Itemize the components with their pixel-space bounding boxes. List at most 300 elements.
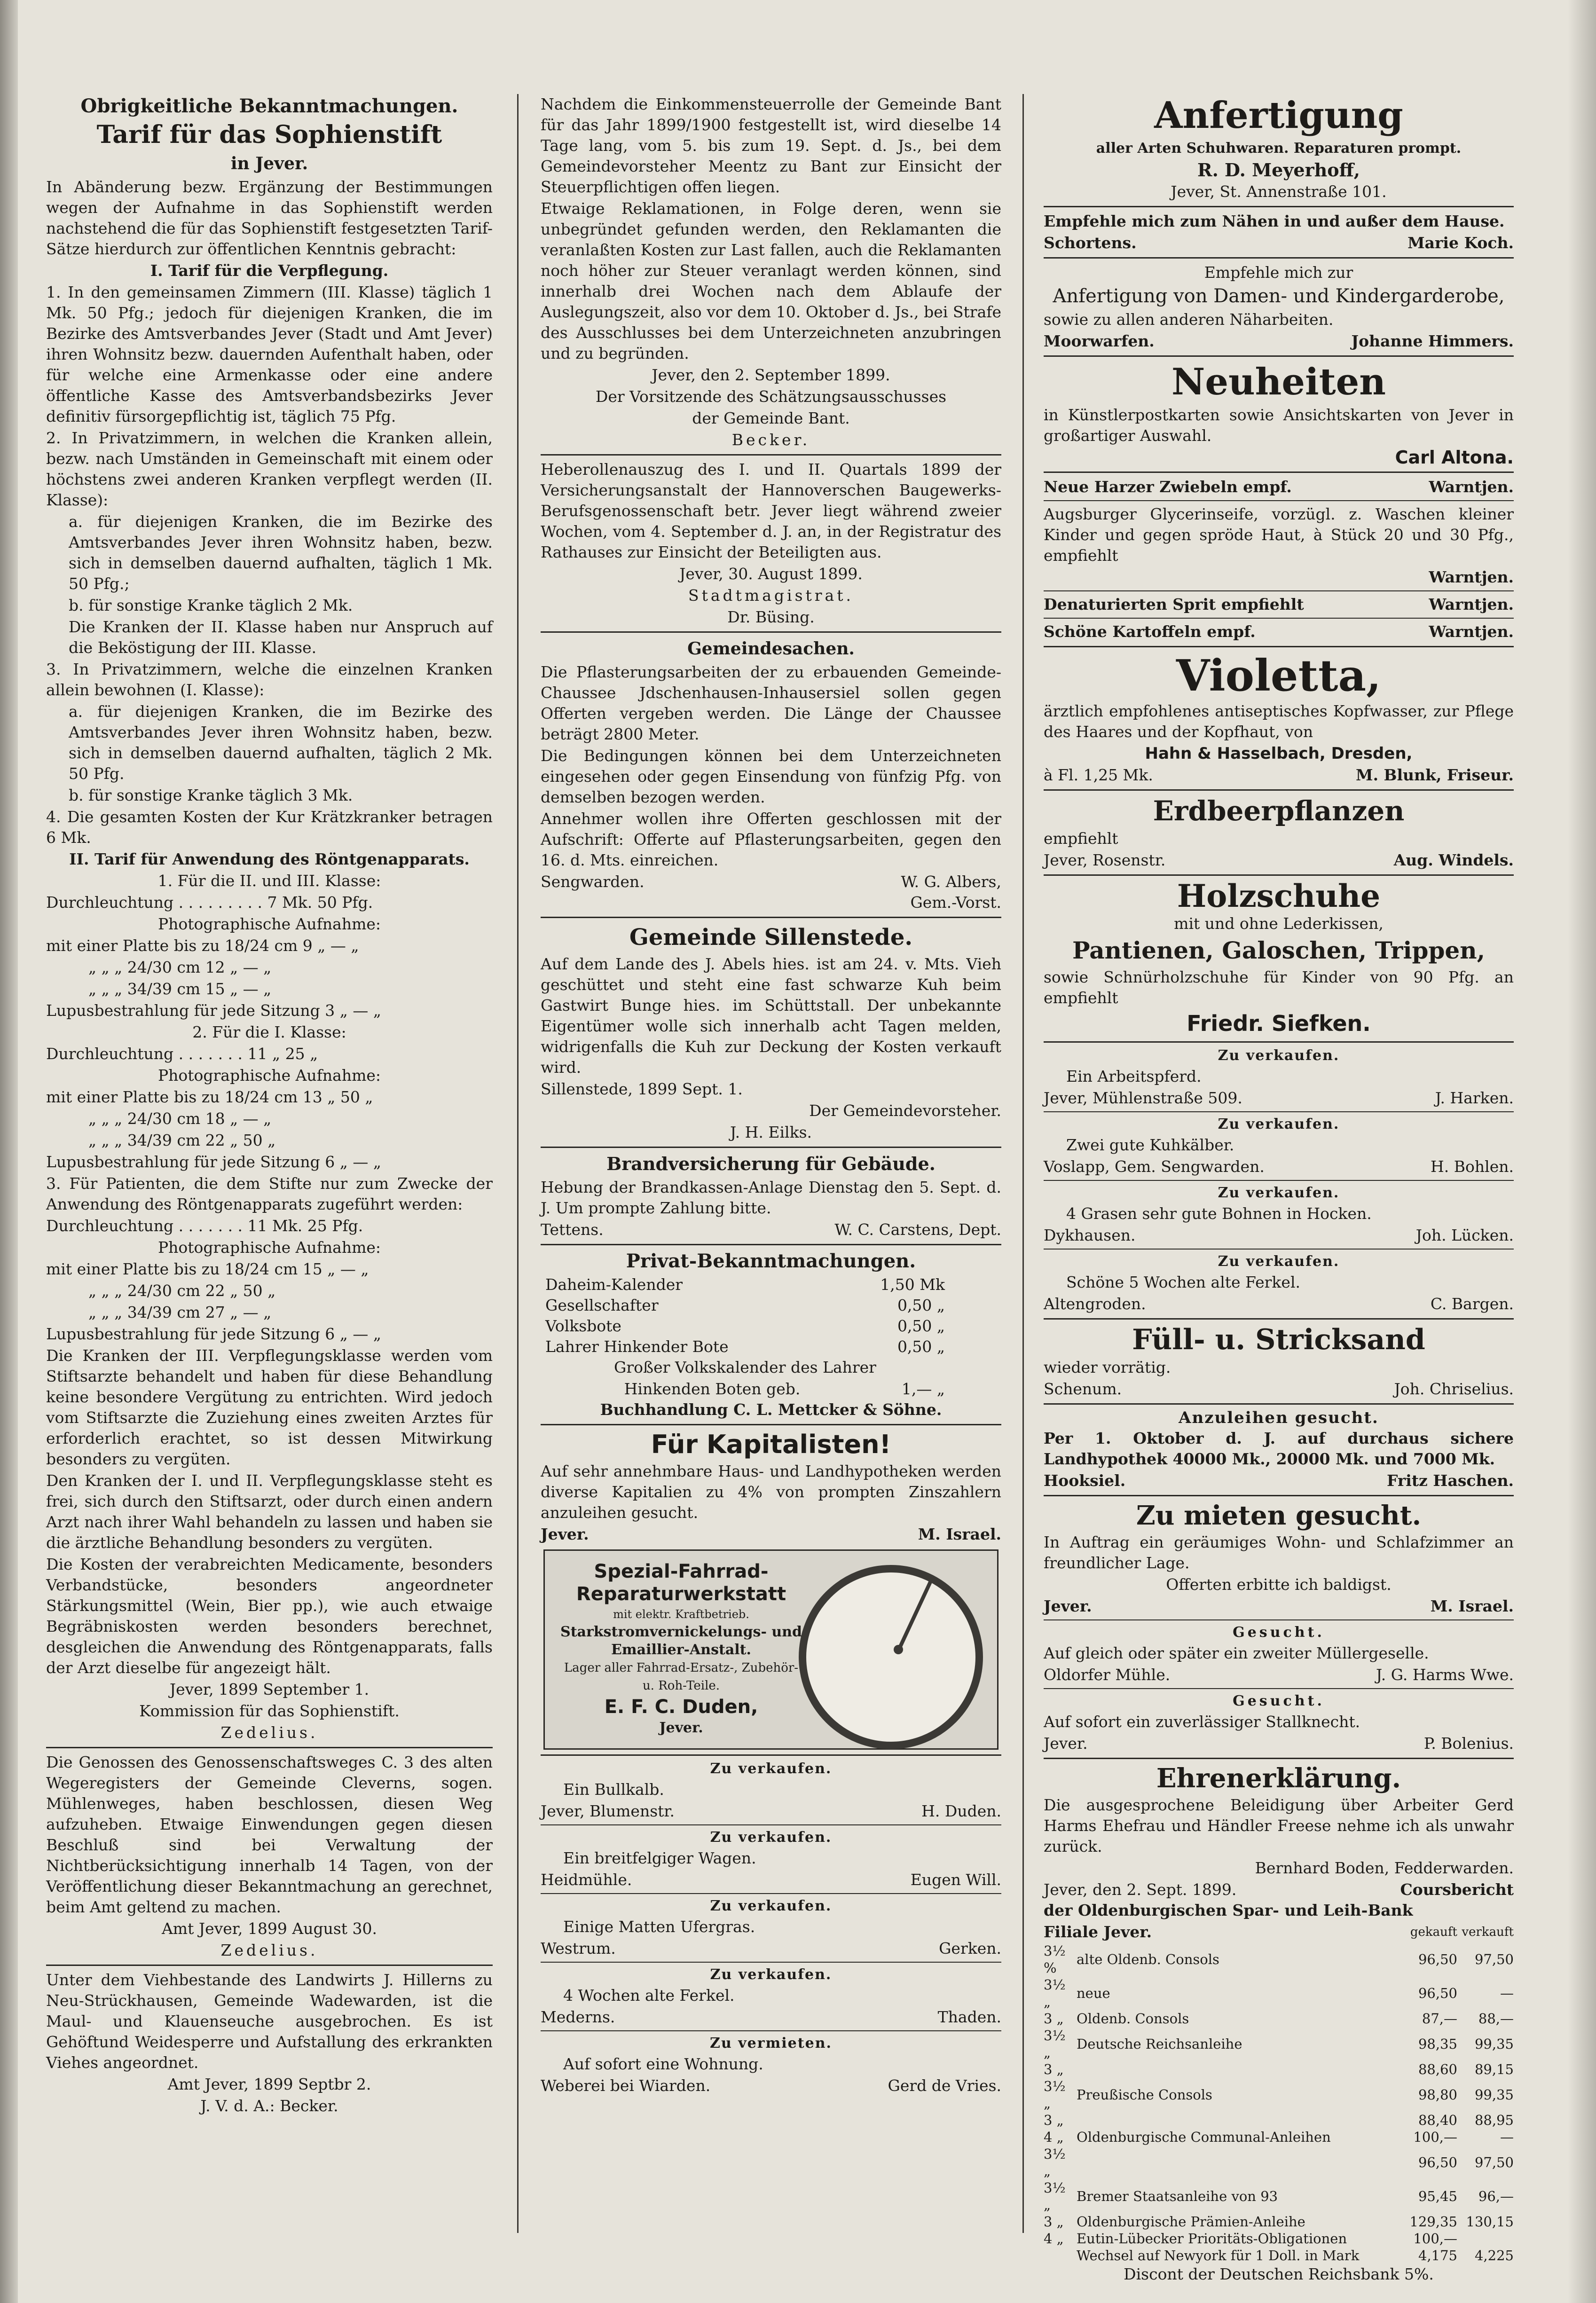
column-rule: [1022, 94, 1024, 2233]
divider: [541, 1962, 1001, 1963]
price-label: Großer Volkskalender des Lahrer: [614, 1358, 876, 1376]
price-row: [545, 1316, 945, 1336]
tarif-2-line: „ „ „ 24/30 cm 22 „ 50 „: [88, 1281, 276, 1300]
divider: [1044, 1180, 1514, 1181]
ad-signature: J. Harken.: [1435, 1089, 1514, 1107]
notice-text: Unter dem Viehbestande des Landwirts J. Hillerns zu Neu-Strückhausen, Gemeinde Wadewarden, ist die Maul- und Klauenseuche ausgebrochen. Es ist Gehöftund Weidesperre und Aufstallung des erkrankten Viehes angeordnet.: [46, 1971, 493, 2072]
price-label: Lahrer Hinkender Bote: [545, 1337, 729, 1356]
tarif-2-line: Durchleuchtung . . . . . . . 11 „ 25 „: [46, 1045, 318, 1063]
signature-row: [541, 2007, 1001, 2028]
exchange-security: Eutin-Lübecker Prioritäts-Obligationen: [1077, 2231, 1347, 2247]
ad-text: Starkstromvernickelungs- und Emaillier-Anstalt.: [560, 1624, 802, 1658]
exchange-row: [1044, 1976, 1514, 2010]
ad-text: Auf gleich oder später ein zweiter Müllergeselle.: [1044, 1644, 1429, 1662]
notice-text: Die Bedingungen können bei dem Unterzeichneten eingesehen oder gegen Einsendung von fünfzig Pfg. von demselben bezogen werden.: [541, 747, 1001, 806]
signature-row: [541, 1801, 1001, 1822]
ad-signature: Johanne Himmers.: [1351, 332, 1514, 350]
discount-rate: Discont der Deutschen Reichsbank 5%.: [1124, 2265, 1434, 2283]
signature-row: [1044, 1088, 1514, 1108]
ad-heading: Zu verkaufen.: [710, 1761, 832, 1777]
ad-signature: Bernhard Boden, Fedderwarden.: [1255, 1859, 1514, 1877]
exchange-rate: 3½ %: [1044, 1943, 1066, 1976]
exchange-security: [1077, 2112, 1401, 2129]
ad-title: Spezial-Fahrrad-: [594, 1561, 769, 1582]
notice-date: Amt Jever, 1899 Septbr 2.: [167, 2075, 371, 2093]
divider: [1044, 206, 1514, 207]
notice-date: Jever, den 2. September 1899.: [652, 366, 890, 384]
ad-heading: Erdbeerpflanzen: [1153, 795, 1405, 827]
divider: [1044, 1249, 1514, 1250]
tarif-1-item: 2. In Privatzimmern, in welchen die Kranken allein, bezw. nach Umständen in Gemeinschaft mit einem oder höchstens zwei anderen Kranken verpflegt werden (II. Klasse):: [46, 429, 493, 509]
ad-heading: Zu verkaufen.: [710, 1898, 832, 1914]
divider: [541, 1424, 1001, 1425]
notice-text: Auf dem Lande des J. Abels hies. ist am 24. v. Mts. Vieh geschüttet und steht eine fast schwarze Kuh beim Gastwirt Bunge hies. im Schüttstall. Der unbekannte Eigentümer wolle sich innerhalb acht Tagen melden, widrigenfalls die Kuh zur Deckung der Kosten verkauft wird.: [541, 955, 1001, 1077]
exchange-bought: 95,45: [1418, 2188, 1457, 2204]
ad-firm: Hahn & Hasselbach, Dresden,: [1145, 744, 1413, 763]
ad-text: Die ausgesprochene Beleidigung über Arbeiter Gerd Harms Ehefrau und Händler Freese nehme ich als unwahr zurück.: [1044, 1796, 1514, 1855]
exchange-bought: 4,175: [1418, 2248, 1457, 2264]
ad-signature: Warntjen.: [1429, 568, 1514, 586]
bookshop-name: Buchhandlung C. L. Mettcker & Söhne.: [600, 1400, 942, 1419]
exchange-security: Oldenburgische Prämien-Anleihe: [1077, 2214, 1305, 2230]
tarif-1-item: 3. In Privatzimmern, welche die einzelnen Kranken allein bewohnen (I. Klasse):: [46, 660, 493, 699]
ad-text: Per 1. Oktober d. J. auf durchaus sichere Landhypothek 40000 Mk., 20000 Mk. und 7000 Mk.: [1044, 1429, 1514, 1468]
ad-place: Jever.: [1044, 1597, 1092, 1615]
exchange-rate: 3½ „: [1044, 2180, 1066, 2213]
exchange-bank: der Oldenburgischen Spar- und Leih-Bank: [1044, 1901, 1413, 1919]
notice-text: Hebung der Brandkassen-Anlage Dienstag den 5. Sept. d. J. Um prompte Zahlung bitte.: [541, 1178, 1001, 1217]
price-label: Hinkenden Boten geb.: [624, 1380, 801, 1398]
notice-signature-title: Gem.-Vorst.: [910, 893, 1001, 912]
ad-text: Auf sofort eine Wohnung.: [563, 2055, 763, 2073]
exchange-rate: 3 „: [1044, 2061, 1064, 2077]
exchange-branch: Filiale Jever.: [1044, 1923, 1152, 1941]
tarif-date: Jever, 1899 September 1.: [169, 1680, 370, 1698]
exchange-security: [1077, 2061, 1401, 2078]
exchange-bought: 100,—: [1413, 2129, 1457, 2145]
bicycle-wheel-illustration: [799, 1565, 983, 1749]
divider: [1044, 355, 1514, 357]
divider: [1044, 1688, 1514, 1689]
ad-place: Schenum.: [1044, 1380, 1122, 1398]
signature-row: [1044, 477, 1514, 497]
ad-place: Heidmühle.: [541, 1871, 632, 1889]
divider: [541, 1893, 1001, 1894]
exchange-rate: 4 „: [1044, 2231, 1064, 2247]
notice-signature: Zedelius.: [220, 1941, 318, 1959]
ad-text: Auf sehr annehmbare Haus- und Landhypotheken werden diverse Kapitalien zu 4% von prompten Zinszahlern anzuleihen gesucht.: [541, 1462, 1001, 1522]
ad-heading: Holzschuhe: [1177, 878, 1381, 914]
exchange-security: Oldenb. Consols: [1077, 2011, 1189, 2027]
divider: [1044, 1111, 1514, 1112]
ad-heading: Neuheiten: [1171, 361, 1386, 403]
price-value: 0,50 „: [897, 1296, 945, 1314]
notice-date: Amt Jever, 1899 August 30.: [161, 1919, 377, 1938]
ad-heading: Zu verkaufen.: [1218, 1116, 1340, 1132]
exchange-column-header: [1044, 1922, 1514, 1942]
signature-row: [1044, 1596, 1514, 1617]
exchange-bought: 98,80: [1418, 2087, 1457, 2103]
divider: [541, 2030, 1001, 2031]
exchange-sold: 130,15: [1466, 2214, 1514, 2230]
ad-text: Ein Bullkalb.: [563, 1780, 664, 1799]
exchange-row: [1044, 2179, 1514, 2213]
divider: [541, 1824, 1001, 1825]
ad-text: wieder vorrätig.: [1044, 1358, 1171, 1376]
ad-text: Augsburger Glycerinseife, vorzügl. z. Waschen kleiner Kinder und gegen spröde Haut, à Stück 20 und 30 Pfg., empfiehlt: [1044, 505, 1514, 565]
notice-text: Annehmer wollen ihre Offerten geschlossen mit der Aufschrift: Offerte auf Pflasterungsarbeiten, gegen den 16. d. Mts. einreichen.: [541, 810, 1001, 869]
tarif-2-line: Lupusbestrahlung für jede Sitzung 3 „ — „: [46, 1001, 381, 1020]
notice-signature-name: J. H. Eilks.: [730, 1123, 812, 1141]
signature-row: [541, 872, 1001, 892]
ad-signature: Joh. Lücken.: [1415, 1226, 1514, 1244]
exchange-row: [1044, 1942, 1514, 1976]
signature-row: [541, 1524, 1001, 1545]
signature-row: [541, 1219, 1001, 1240]
exchange-rate: [1044, 2247, 1077, 2264]
section-heading: Obrigkeitliche Bekanntmachungen.: [80, 95, 458, 117]
divider: [1044, 874, 1514, 876]
tarif-2-line: Lupusbestrahlung für jede Sitzung 6 „ — „: [46, 1153, 381, 1171]
ad-heading: Violetta,: [1176, 650, 1382, 701]
ad-heading: Gesucht.: [1233, 1693, 1325, 1709]
tarif-2-photo-label: Photographische Aufnahme:: [157, 1238, 381, 1257]
divider: [1044, 257, 1514, 259]
divider: [1044, 500, 1514, 501]
notice-place: Tettens.: [541, 1220, 604, 1239]
ad-title: Reparaturwerkstatt: [576, 1583, 786, 1605]
ad-heading: Zu mieten gesucht.: [1136, 1500, 1422, 1531]
exchange-bought: 96,50: [1418, 2154, 1457, 2170]
divider: [46, 1965, 493, 1966]
tarif-1-subitem: b. für sonstige Kranke täglich 3 Mk.: [69, 786, 353, 804]
ad-signature: Aug. Windels.: [1393, 851, 1514, 869]
ad-firm: R. D. Meyerhoff,: [1197, 159, 1360, 181]
exchange-bought: 88,40: [1418, 2112, 1457, 2128]
exchange-bought: 98,35: [1418, 2036, 1457, 2052]
signature-row: [541, 2075, 1001, 2096]
price-value: 1,50 Mk: [880, 1275, 945, 1294]
ad-heading: Pantienen, Galoschen, Trippen,: [1072, 936, 1485, 964]
ad-heading: Zu verkaufen.: [710, 1966, 832, 1983]
ad-text: Offerten erbitte ich baldigst.: [1166, 1575, 1392, 1594]
ad-place: Jever.: [541, 1525, 589, 1543]
ad-place: Jever.: [659, 1720, 703, 1736]
tarif-2-class: 2. Für die I. Klasse:: [192, 1023, 346, 1041]
price-row: [545, 1274, 945, 1295]
ad-place: Altengroden.: [1044, 1295, 1146, 1313]
ad-text: Ein breitfelgiger Wagen.: [563, 1849, 756, 1867]
section-heading: Gemeinde Sillenstede.: [629, 924, 913, 951]
exchange-sold: [1457, 2230, 1514, 2247]
ad-heading: Zu verkaufen.: [1218, 1253, 1340, 1270]
column-official-notices: [46, 94, 493, 2256]
tarif-2-line: „ „ „ 34/39 cm 22 „ 50 „: [88, 1131, 276, 1149]
divider: [1044, 789, 1514, 791]
tarif-intro: In Abänderung bezw. Ergänzung der Bestimmungen wegen der Aufnahme in das Sophienstift werden nachstehend die für das Sophienstift festgesetzten Tarif-Sätze hierdurch zur öffentlichen Kenntnis gebracht:: [46, 178, 493, 258]
ad-text: Einige Matten Ufergras.: [563, 1918, 755, 1936]
signature-row: [1044, 594, 1514, 615]
column-rule: [517, 94, 519, 2233]
ad-place: Hooksiel.: [1044, 1471, 1126, 1490]
ad-signature: Warntjen.: [1429, 478, 1514, 496]
calendar-price-list: [541, 1274, 1001, 1399]
tarif-subtitle: in Jever.: [230, 154, 308, 173]
notice-signature-name: Dr. Büsing.: [727, 608, 815, 626]
ad-signature: H. Bohlen.: [1431, 1157, 1514, 1176]
exchange-title: Coursbericht: [1400, 1880, 1514, 1899]
signature-row: [541, 1870, 1001, 1890]
ad-place: Weberei bei Wiarden.: [541, 2076, 711, 2095]
divider: [541, 631, 1001, 633]
ad-place: Westrum.: [541, 1939, 616, 1957]
signature-row: [1044, 1470, 1514, 1491]
signature-row: [1044, 1733, 1514, 1754]
exchange-sold: 99,35: [1474, 2087, 1514, 2103]
exchange-rate: 3 „: [1044, 2011, 1064, 2027]
tarif-2-line: Durchleuchtung . . . . . . . 11 Mk. 25 Pfg.: [46, 1217, 363, 1235]
column-notices-and-ads: [541, 94, 1001, 2256]
ad-place: Mederns.: [541, 2008, 615, 2026]
notice-signature-name: Becker.: [731, 431, 810, 449]
ad-place: Jever, Rosenstr.: [1044, 851, 1166, 869]
section-heading: Brandversicherung für Gebäude.: [606, 1153, 936, 1174]
exchange-row: [1044, 2061, 1514, 2078]
exchange-security: Deutsche Reichsanleihe: [1077, 2036, 1242, 2052]
exchange-sold: 88,95: [1474, 2112, 1514, 2128]
divider: [1044, 1403, 1514, 1405]
ad-signature: Marie Koch.: [1407, 234, 1514, 252]
notice-signature: Der Vorsitzende des Schätzungsausschusses: [595, 387, 947, 406]
tarif-1-subitem: b. für sonstige Kranke täglich 2 Mk.: [69, 596, 353, 614]
col-sold: verkauft: [1462, 1925, 1514, 1939]
notice-text: Die Pflasterungsarbeiten der zu erbauenden Gemeinde-Chaussee Jdschenhausen-Inhausersiel sollen gegen Offerten vergeben werden. Die Länge der Chaussee beträgt 2800 Meter.: [541, 663, 1001, 743]
ad-signature: M. Blunk, Friseur.: [1356, 766, 1514, 784]
exchange-row: [1044, 2078, 1514, 2112]
tarif-2-line: mit einer Platte bis zu 18/24 cm 15 „ — „: [46, 1260, 369, 1278]
ad-signature: Warntjen.: [1429, 622, 1514, 641]
section-heading: Privat-Bekanntmachungen.: [626, 1250, 916, 1272]
column-advertisements: [1044, 94, 1514, 2283]
exchange-security: neue: [1077, 1985, 1110, 2001]
signature-row: [1044, 331, 1514, 352]
divider: [46, 1747, 493, 1748]
exchange-table: [1044, 1942, 1514, 2264]
ad-subtitle: mit und ohne Lederkissen,: [1174, 914, 1384, 933]
ad-text: empfiehlt: [1044, 829, 1118, 848]
price-row: [545, 1336, 945, 1357]
notice-text: Die Genossen des Genossenschaftsweges C. 3 des alten Wegeregisters der Gemeinde Cleverns, sogen. Mühlenweges, haben beschlossen, diesen Weg aufzuheben. Etwaige Einwendungen gegen diesen Beschluß sind bei Verwaltung der Nichtberücksichtigung innerhalb 14 Tagen, von der Veröffentlichung dieser Bekanntmachung an gerechnet, beim Amt geltend zu machen.: [46, 1753, 493, 1916]
ad-place: Jever, Mühlenstraße 509.: [1044, 1089, 1242, 1107]
exchange-sold: 88,—: [1478, 2011, 1514, 2027]
exchange-sold: 99,35: [1474, 2036, 1514, 2052]
notice-signature: J. V. d. A.: Becker.: [200, 2097, 338, 2115]
exchange-bought: 96,50: [1418, 1985, 1457, 2001]
ad-text: Denaturierten Sprit empfiehlt: [1044, 595, 1304, 613]
tarif-1-subitem: a. für diejenigen Kranken, die im Bezirke des Amtsverbandes Jever ihren Wohnsitz haben, bezw. sich in demselben dauernd aufhalten, täglich 2 Mk. 50 Pfg.: [69, 702, 493, 783]
signature-row: [1044, 1225, 1514, 1246]
exchange-row: [1044, 2146, 1514, 2179]
price-value: 0,50 „: [897, 1317, 945, 1335]
ad-heading: Zu verkaufen.: [1218, 1047, 1340, 1064]
notice-text: Nachdem die Einkommensteuerrolle der Gemeinde Bant für das Jahr 1899/1900 festgestellt ist, wird dieselbe 14 Tage lang, vom 5. bis zum 19. Sept. d. Js., bei dem Gemeindevorsteher Meentz zu Bant zur Einsicht der Steuerpflichtigen offen liegen.: [541, 95, 1001, 196]
notice-signature: Stadtmagistrat.: [688, 586, 854, 605]
ad-text: Ein Arbeitspferd.: [1066, 1067, 1202, 1085]
exchange-row: [1044, 2247, 1514, 2264]
ad-text: ärztlich empfohlenes antiseptisches Kopfwasser, zur Pflege des Haares und der Kopfhaut, von: [1044, 702, 1514, 741]
exchange-sold: 97,50: [1474, 1951, 1514, 1967]
exchange-security: Preußische Consols: [1077, 2087, 1212, 2103]
signature-row: [1044, 621, 1514, 642]
tarif-2-line: „ „ „ 24/30 cm 12 „ — „: [88, 958, 272, 976]
tarif-2-line: Lupusbestrahlung für jede Sitzung 6 „ — „: [46, 1325, 381, 1343]
divider: [541, 1754, 1001, 1756]
ad-text: 4 Grasen sehr gute Bohnen in Hocken.: [1066, 1204, 1372, 1223]
exchange-row: [1044, 2112, 1514, 2129]
exchange-sold: 97,50: [1474, 2154, 1514, 2170]
exchange-row: [1044, 2010, 1514, 2027]
tarif-1-heading: I. Tarif für die Verpflegung.: [150, 261, 389, 280]
ad-text: Schöne 5 Wochen alte Ferkel.: [1066, 1273, 1300, 1291]
ad-text: Empfehle mich zur: [1204, 263, 1353, 282]
ad-heading: Gesucht.: [1233, 1624, 1325, 1641]
ad-place: Voslapp, Gem. Sengwarden.: [1044, 1157, 1265, 1176]
exchange-row: [1044, 2027, 1514, 2061]
divider: [541, 917, 1001, 918]
divider: [541, 1244, 1001, 1245]
ad-signature: M. Israel.: [1430, 1597, 1514, 1615]
exchange-security: Bremer Staatsanleihe von 93: [1077, 2188, 1278, 2204]
signature-row: [1044, 1379, 1514, 1399]
exchange-cols: [1401, 1922, 1514, 1942]
tarif-2-photo-label: Photographische Aufnahme:: [157, 1066, 381, 1085]
binding-edge: [0, 0, 18, 2303]
notice-place: Sengwarden.: [541, 872, 645, 891]
ad-heading: Für Kapitalisten!: [651, 1430, 891, 1459]
tarif-2-line: „ „ „ 34/39 cm 27 „ — „: [88, 1303, 272, 1321]
ad-heading: Zu verkaufen.: [710, 1829, 832, 1846]
tarif-2-line: Durchleuchtung . . . . . . . . . 7 Mk. 50 Pfg.: [46, 893, 373, 912]
ad-heading: Zu vermieten.: [710, 2035, 832, 2051]
ad-text: 4 Wochen alte Ferkel.: [563, 1986, 735, 2004]
divider: [1044, 1619, 1514, 1620]
ad-signature: H. Duden.: [921, 1802, 1001, 1820]
signature-row: [1044, 765, 1514, 786]
ad-place: Schortens.: [1044, 234, 1137, 252]
tarif-2-line: mit einer Platte bis zu 18/24 cm 9 „ — „: [46, 936, 359, 955]
exchange-row: [1044, 2129, 1514, 2146]
tarif-2-heading: II. Tarif für Anwendung des Röntgenapparats.: [69, 850, 470, 868]
divider: [1044, 472, 1514, 473]
col-bought: gekauft: [1410, 1925, 1457, 1939]
signature-row: [1044, 1665, 1514, 1685]
ad-firm: E. F. C. Duden,: [604, 1696, 758, 1718]
ad-text: Anfertigung von Damen- und Kindergarderobe,: [1053, 285, 1505, 307]
ad-heading: Anzuleihen gesucht.: [1179, 1408, 1379, 1427]
ad-signature: P. Bolenius.: [1423, 1734, 1514, 1753]
ad-text: Zwei gute Kuhkälber.: [1066, 1136, 1234, 1154]
tarif-1-note: Die Kranken der II. Klasse haben nur Anspruch auf die Beköstigung der III. Klasse.: [69, 618, 493, 657]
ad-signature: Thaden.: [937, 2008, 1001, 2026]
exchange-bought: 87,—: [1422, 2011, 1457, 2027]
ad-text: Neue Harzer Zwiebeln empf.: [1044, 478, 1292, 496]
bicycle-workshop-ad: [543, 1549, 998, 1750]
ad-signature: Eugen Will.: [910, 1871, 1001, 1889]
exchange-row: [1044, 2230, 1514, 2247]
divider: [1044, 1758, 1514, 1759]
ad-place: Dykhausen.: [1044, 1226, 1136, 1244]
exchange-security: Oldenburgische Communal-Anleihen: [1077, 2129, 1331, 2145]
exchange-security: alte Oldenb. Consols: [1077, 1951, 1219, 1967]
tarif-2-text: Die Kosten der verabreichten Medicamente, besonders Verbandstücke, besonders angeordneter Stärkungsmittel (Wein, Bier pp.), wie auch etwaige Begräbniskosten werden besonders berechnet, desgleichen die Anwendung des Röntgenapparats, falls der Arzt dieselbe für angezeigt hält.: [46, 1555, 493, 1677]
tarif-2-text: Den Kranken der I. und II. Verpflegungsklasse steht es frei, sich durch den Stiftsarzt, oder durch einen andern Arzt nach ihrer Wahl behandeln zu lassen und haben sie die ärztliche Behandlung besonders zu vergüten.: [46, 1471, 493, 1552]
ad-text: sowie Schnürholzschuhe für Kinder von 90 Pfg. an empfiehlt: [1044, 968, 1514, 1007]
ad-price: à Fl. 1,25 Mk.: [1044, 766, 1153, 784]
tarif-signature-name: Zedelius.: [220, 1723, 318, 1742]
exchange-sold: 4,225: [1474, 2248, 1514, 2264]
notice-signature: W. G. Albers,: [901, 872, 1001, 891]
ad-text: Lager aller Fahrrad-Ersatz-, Zubehör- u. Roh-Teile.: [564, 1661, 799, 1693]
divider: [1044, 1041, 1514, 1043]
tarif-1-subitem: a. für diejenigen Kranken, die im Bezirke des Amtsverbandes Jever ihren Wohnsitz haben, bezw. sich in demselben dauernd aufhalten, täglich 1 Mk. 50 Pfg.;: [69, 512, 493, 593]
ad-place: Oldorfer Mühle.: [1044, 1666, 1171, 1684]
exchange-sold: 89,15: [1474, 2061, 1514, 2077]
exchange-bought: 129,35: [1409, 2214, 1457, 2230]
signature-row: [1044, 233, 1514, 253]
exchange-sold: 96,—: [1478, 2188, 1514, 2204]
ad-place: Moorwarfen.: [1044, 332, 1155, 350]
signature-row: [1044, 850, 1514, 871]
ad-signature: J. G. Harms Wwe.: [1376, 1666, 1514, 1684]
price-value: 1,— „: [901, 1380, 945, 1398]
tarif-1-item: 1. In den gemeinsamen Zimmern (III. Klasse) täglich 1 Mk. 50 Pfg.; jedoch für diejenigen Kranken, die im Bezirke des Amtsverbandes Jever (Stadt und Amt Jever) ihren Wohnsitz bezw. dauernden Aufenthalt haben, oder für welche eine Armenkasse oder eine andere öffentliche Kasse des Amtsverbandsbezirks Jever definitiv fürsorgepflichtig ist, täglich 75 Pfg.: [46, 283, 493, 425]
notice-signature: W. C. Carstens, Dept.: [834, 1220, 1001, 1239]
signature-row: [1044, 1156, 1514, 1177]
ad-subtitle: mit elektr. Kraftbetrieb.: [613, 1608, 749, 1621]
price-label: Volksbote: [545, 1317, 621, 1335]
ad-heading: Ehrenerklärung.: [1156, 1763, 1401, 1794]
ad-signature: Gerken.: [939, 1939, 1001, 1957]
ad-text: in Künstlerpostkarten sowie Ansichtskarten von Jever in großartiger Auswahl.: [1044, 406, 1514, 445]
notice-text: Heberollenauszug des I. und II. Quartals 1899 der Versicherungsanstalt der Hannoverschen Baugewerks-Berufsgenossenschaft betr. Jever liegt während zweier Wochen, vom 4. September d. J. an, in der Registratur des Rathauses zur Einsicht der Beteiligten aus.: [541, 460, 1001, 561]
ad-signature: Gerd de Vries.: [888, 2076, 1001, 2095]
divider: [1044, 1318, 1514, 1320]
tarif-2-text: Die Kranken der III. Verpflegungsklasse werden vom Stiftsarzte behandelt und haben für diese Behandlung keine besondere Vergütung zu entrichten. Wird jedoch vom Stiftsarzte die Zuziehung eines zweiten Arztes für erforderlich erachtet, so ist dessen Mitwirkung besonders zu vergüten.: [46, 1346, 493, 1468]
divider: [1044, 590, 1514, 591]
ad-signature: C. Bargen.: [1430, 1295, 1514, 1313]
ad-heading: Anfertigung: [1154, 94, 1403, 137]
exchange-bought: 100,—: [1413, 2231, 1457, 2247]
exchange-bought: 88,60: [1418, 2061, 1457, 2077]
tarif-2-line: „ „ „ 24/30 cm 18 „ — „: [88, 1109, 272, 1128]
divider: [541, 1147, 1001, 1148]
ad-signature: Carl Altona.: [1395, 447, 1514, 468]
ad-text: Schöne Kartoffeln empf.: [1044, 622, 1256, 641]
ad-signature: M. Israel.: [918, 1525, 1001, 1543]
divider: [1044, 1495, 1514, 1496]
exchange-rate: 4 „: [1044, 2129, 1064, 2145]
ad-signature: Friedr. Siefken.: [1187, 1011, 1371, 1036]
signature-row: [1044, 1294, 1514, 1314]
exchange-row: [1044, 2213, 1514, 2230]
ad-signature: Joh. Chriselius.: [1394, 1380, 1514, 1398]
exchange-rate: 3 „: [1044, 2112, 1064, 2128]
ad-text: In Auftrag ein geräumiges Wohn- und Schlafzimmer an freundlicher Lage.: [1044, 1533, 1514, 1572]
divider: [1044, 618, 1514, 619]
exchange-date: Jever, den 2. Sept. 1899.: [1044, 1880, 1237, 1899]
ad-text: Auf sofort ein zuverlässiger Stallknecht.: [1044, 1713, 1360, 1731]
notice-date: Jever, 30. August 1899.: [679, 565, 863, 583]
